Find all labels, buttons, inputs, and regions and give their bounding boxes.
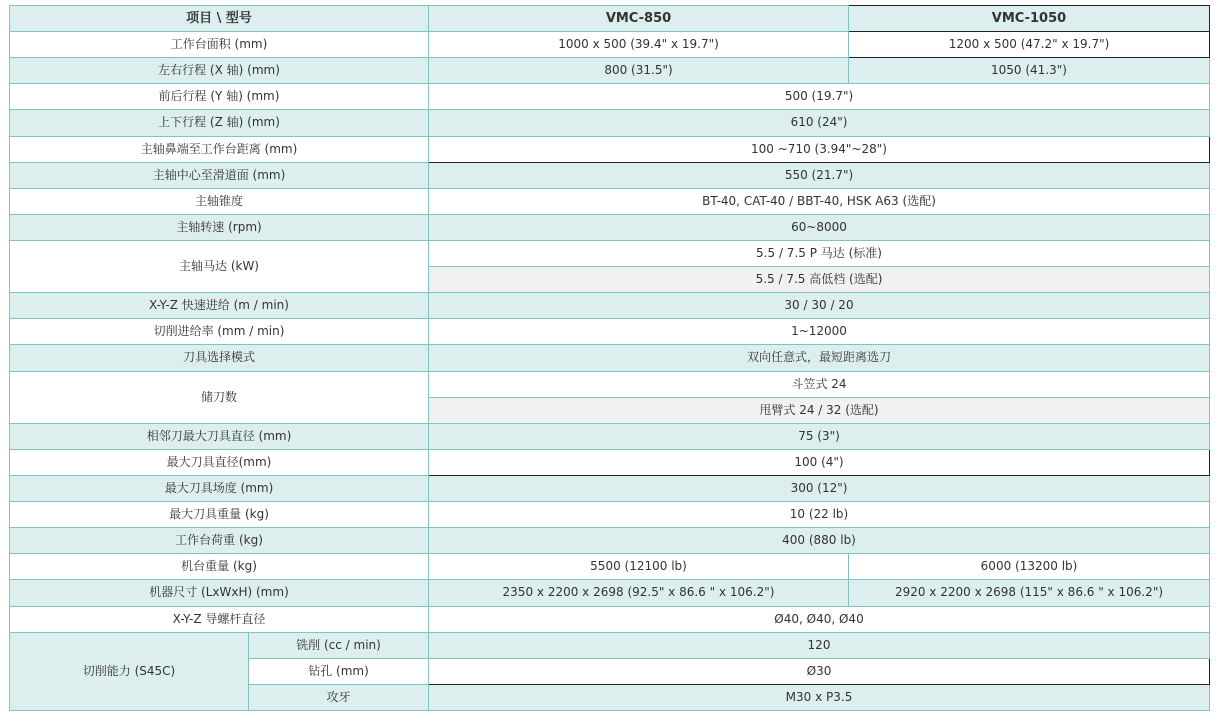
cell-vmc-850: 5500 (12100 lb) (429, 554, 849, 580)
row-label: 最大刀具直径(mm) (10, 449, 429, 475)
row-label: 主轴鼻端至工作台距离 (mm) (10, 136, 429, 162)
table-row (10, 58, 1210, 84)
cell-shared: 5.5 / 7.5 高低档 (选配) (429, 267, 1210, 293)
cell-shared: 500 (19.7") (429, 84, 1210, 110)
table-row (10, 423, 1210, 449)
cell-shared: 610 (24") (429, 110, 1210, 136)
table-row (10, 162, 1210, 188)
table-row (10, 554, 1210, 580)
table-row (10, 110, 1210, 136)
row-label: X-Y-Z 快速进给 (m / min) (10, 293, 429, 319)
cell-vmc-850: 1000 x 500 (39.4" x 19.7") (429, 32, 849, 58)
table-row (10, 32, 1210, 58)
row-label: 主轴锥度 (10, 188, 429, 214)
sub-label: 攻牙 (249, 684, 429, 710)
row-label: 主轴马达 (kW) (10, 240, 429, 292)
cell-vmc-850: 800 (31.5") (429, 58, 849, 84)
row-label: 最大刀具场度 (mm) (10, 475, 429, 501)
cell-vmc-1050: 6000 (13200 lb) (849, 554, 1210, 580)
cell-vmc-850: 2350 x 2200 x 2698 (92.5" x 86.6 " x 106.2") (429, 580, 849, 606)
row-label: 相邻刀最大刀具直径 (mm) (10, 423, 429, 449)
cell-shared: 100 (4") (429, 449, 1210, 475)
row-label: 上下行程 (Z 轴) (mm) (10, 110, 429, 136)
row-label: 前后行程 (Y 轴) (mm) (10, 84, 429, 110)
row-label: 最大刀具重量 (kg) (10, 502, 429, 528)
spec-table (9, 5, 1210, 711)
sub-label: 钻孔 (mm) (249, 658, 429, 684)
cell-shared: Ø30 (429, 658, 1210, 684)
cell-shared: M30 x P3.5 (429, 684, 1210, 710)
cell-vmc-1050: 1050 (41.3") (849, 58, 1210, 84)
row-label: 储刀数 (10, 371, 429, 423)
row-label: 切削能力 (S45C) (10, 632, 249, 710)
cell-shared: 120 (429, 632, 1210, 658)
row-label: 主轴转速 (rpm) (10, 214, 429, 240)
row-label: 左右行程 (X 轴) (mm) (10, 58, 429, 84)
table-row (10, 528, 1210, 554)
cell-shared: 550 (21.7") (429, 162, 1210, 188)
row-label: 机台重量 (kg) (10, 554, 429, 580)
cell-shared: Ø40, Ø40, Ø40 (429, 606, 1210, 632)
sub-label: 铣削 (cc / min) (249, 632, 429, 658)
header-item-model: 项目 \ 型号 (10, 6, 429, 32)
row-label: 工作台面积 (mm) (10, 32, 429, 58)
table-row (10, 188, 1210, 214)
row-label: X-Y-Z 导螺杆直径 (10, 606, 429, 632)
table-header-row (10, 6, 1210, 32)
table-row (10, 502, 1210, 528)
header-vmc-1050: VMC-1050 (849, 6, 1210, 32)
cell-shared: 双向任意式，最短距离选刀 (429, 345, 1210, 371)
row-label: 主轴中心至滑道面 (mm) (10, 162, 429, 188)
cell-shared: 300 (12") (429, 475, 1210, 501)
cell-shared: 30 / 30 / 20 (429, 293, 1210, 319)
cell-shared: 400 (880 lb) (429, 528, 1210, 554)
table-row (10, 345, 1210, 371)
cell-shared: 75 (3") (429, 423, 1210, 449)
table-row (10, 606, 1210, 632)
table-row (10, 84, 1210, 110)
row-label: 切削进给率 (mm / min) (10, 319, 429, 345)
row-label: 机器尺寸 (LxWxH) (mm) (10, 580, 429, 606)
table-row (10, 136, 1210, 162)
cell-shared: 5.5 / 7.5 P 马达 (标准) (429, 240, 1210, 266)
cell-shared: 100 ~710 (3.94"~28") (429, 136, 1210, 162)
cell-shared: 1~12000 (429, 319, 1210, 345)
row-label: 工作台荷重 (kg) (10, 528, 429, 554)
table-row (10, 475, 1210, 501)
cell-vmc-1050: 1200 x 500 (47.2" x 19.7") (849, 32, 1210, 58)
header-vmc-850: VMC-850 (429, 6, 849, 32)
table-row (10, 580, 1210, 606)
cell-vmc-1050: 2920 x 2200 x 2698 (115" x 86.6 " x 106.2") (849, 580, 1210, 606)
table-row (10, 240, 1210, 266)
table-row (10, 319, 1210, 345)
table-row (10, 632, 1210, 658)
table-row (10, 449, 1210, 475)
cell-shared: 10 (22 lb) (429, 502, 1210, 528)
cell-shared: 斗笠式 24 (429, 371, 1210, 397)
table-row (10, 371, 1210, 397)
table-row (10, 214, 1210, 240)
cell-shared: 甩臂式 24 / 32 (选配) (429, 397, 1210, 423)
cell-shared: BT-40, CAT-40 / BBT-40, HSK A63 (选配) (429, 188, 1210, 214)
cell-shared: 60~8000 (429, 214, 1210, 240)
table-row (10, 293, 1210, 319)
row-label: 刀具选择模式 (10, 345, 429, 371)
